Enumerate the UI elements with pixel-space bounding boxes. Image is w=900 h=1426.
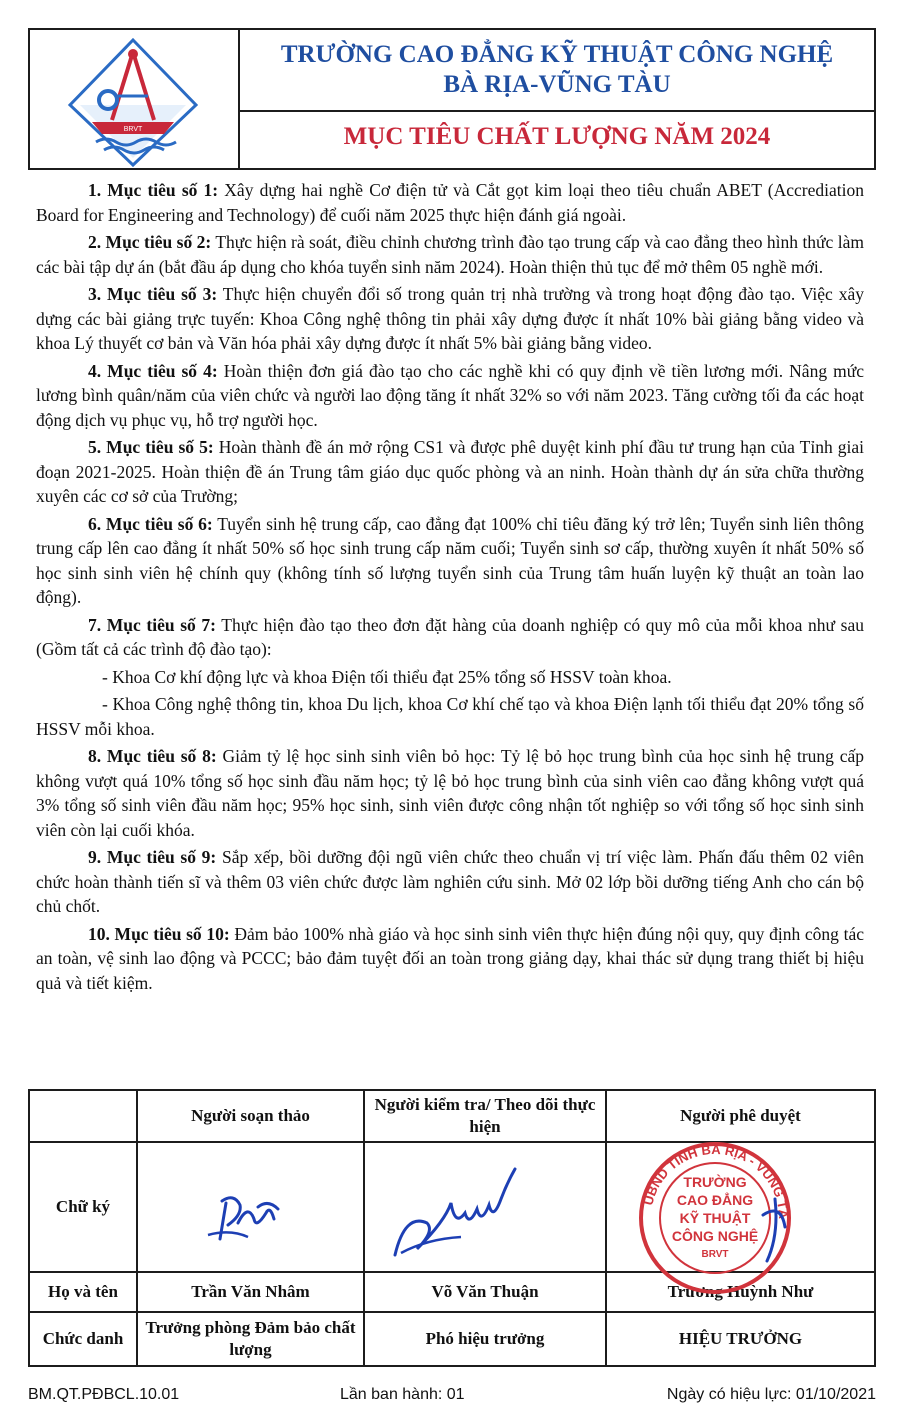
name-drafter: Trần Văn Nhâm xyxy=(137,1272,364,1312)
form-code: BM.QT.PĐBCL.10.01 xyxy=(28,1386,180,1403)
table-header-row xyxy=(29,1090,875,1142)
objective-text: Xây dựng hai nghề Cơ điện tử và Cắt gọt kim loại theo tiêu chuẩn ABET (Accrediation Board for Engineering and Technology) để cuối năm 2025 thực hiện đánh giá ngoài. xyxy=(36,180,864,225)
objective-label: 5. Mục tiêu số 5: xyxy=(88,437,214,457)
effective-date: Ngày có hiệu lực: 01/10/2021 xyxy=(666,1386,876,1403)
signature-cell-drafter xyxy=(137,1142,364,1272)
objective-text: Thực hiện chuyển đổi số trong quản trị nhà trường và trong hoạt động đào tạo. Việc xây dựng các bài giảng trực tuyến: Khoa Công nghệ thông tin phải xây dựng được ít nhất 10% bài giảng bằng video và khoa Lý thuyết cơ bản và Văn hóa phải xây dựng được ít nhất 5% bài giảng bằng video. xyxy=(36,284,864,353)
objective-text: Thực hiện đào tạo theo đơn đặt hàng của doanh nghiệp có quy mô của mỗi khoa như sau (Gồm tất cả các trình độ đào tạo): xyxy=(36,614,864,659)
position-row xyxy=(29,1312,875,1366)
header-box xyxy=(28,28,876,170)
objective-label: 3. Mục tiêu số 3: xyxy=(88,284,218,304)
objective-8 xyxy=(36,744,864,842)
table-corner-cell xyxy=(29,1090,137,1142)
stamp-line-3: KỸ THUẬT xyxy=(679,1210,751,1226)
objective-7-sub-1: - Khoa Cơ khí động lực và khoa Điện tối thiểu đạt 25% tổng số HSSV toàn khoa. xyxy=(102,666,672,687)
position-approver: HIỆU TRƯỞNG xyxy=(606,1312,875,1366)
objective-5 xyxy=(36,435,864,509)
title-divider xyxy=(240,110,874,112)
row-label-signature: Chữ ký xyxy=(29,1142,137,1272)
signature-table xyxy=(28,1089,876,1367)
objective-9 xyxy=(36,845,864,919)
objective-label: 7. Mục tiêu số 7: xyxy=(88,614,216,635)
objective-label: 4. Mục tiêu số 4: xyxy=(88,360,218,381)
objective-6 xyxy=(36,512,864,610)
column-header-approver: Người phê duyệt xyxy=(606,1090,875,1142)
position-drafter: Trưởng phòng Đảm bảo chất lượng xyxy=(137,1312,364,1366)
school-name-line2: BÀ RỊA-VŨNG TÀU xyxy=(443,71,671,98)
objectives-list xyxy=(36,178,864,998)
row-label-full-name: Họ và tên xyxy=(29,1272,137,1312)
objective-text: Thực hiện rà soát, điều chỉnh chương trình đào tạo trung cấp và cao đẳng theo hình thức làm các bài tập dự án (bắt đầu áp dụng cho khóa tuyển sinh năm 2024). Hoàn thiện thủ tục để mở thêm 05 nghề mới. xyxy=(36,232,864,277)
official-stamp-icon xyxy=(602,1131,874,1265)
position-checker: Phó hiệu trưởng xyxy=(364,1312,606,1366)
objective-text: Tuyển sinh hệ trung cấp, cao đẳng đạt 100% chỉ tiêu đăng ký trở lên; Tuyển sinh liên thông trung cấp lên cao đẳng ít nhất 50% số học sinh trung cấp năm cuối; Tuyển sinh sơ cấp, thường xuyên ít nhất 50% số học sinh sinh viên hệ chính quy (không tính số lượng tuyển sinh của Trung tâm huấn luyện kỹ thuật an toàn lao động). xyxy=(36,513,864,607)
stamp-ring-text: UBND TỈNH BÀ RỊA - VŨNG TÀU xyxy=(602,1131,792,1220)
objective-7 xyxy=(36,613,864,662)
issue-number: Lần ban hành: 01 xyxy=(340,1386,465,1403)
objective-text: Hoàn thiện đơn giá đào tạo cho các nghề khi có quy định về tiền lương mới. Nâng mức lương bình quân/năm của viên chức và người lao động tăng ít nhất 32% so với năm 2023. Tăng cường tối đa các hoạt động dịch vụ phục vụ, hỗ trợ người học. xyxy=(36,360,864,430)
title-cell xyxy=(240,30,874,168)
stamp-line-2: CAO ĐẲNG xyxy=(676,1192,754,1208)
objective-label: 6. Mục tiêu số 6: xyxy=(88,513,213,534)
stamp-line-5: BRVT xyxy=(701,1249,729,1260)
objective-text: Giảm tỷ lệ học sinh sinh viên bỏ học: Tỷ lệ bỏ học trung bình của học sinh hệ trung cấp không vượt quá 10% tổng số học sinh đầu năm học; tỷ lệ bỏ học trung bình của sinh viên cao đẳng không vượt quá 3% tổng số sinh viên đầu năm học; 95% học sinh, sinh viên được công nhận tốt nghiệp so với tổng số học sinh sinh viên còn lại cuối khóa. xyxy=(36,746,864,840)
objective-label: 10. Mục tiêu số 10: xyxy=(88,923,230,944)
objective-label: 2. Mục tiêu số 2: xyxy=(88,232,212,252)
signature-cell-checker xyxy=(364,1142,606,1272)
objective-4 xyxy=(36,359,864,433)
column-header-drafter: Người soạn thảo xyxy=(137,1090,364,1142)
college-logo-icon xyxy=(30,30,236,168)
objective-label: 8. Mục tiêu số 8: xyxy=(88,746,217,766)
handwritten-signature-icon xyxy=(365,1143,605,1265)
logo-text: BRVT xyxy=(123,126,143,133)
column-header-checker: Người kiểm tra/ Theo dõi thực hiện xyxy=(364,1090,606,1142)
objective-text: Sắp xếp, bồi dưỡng đội ngũ viên chức theo chuẩn vị trí việc làm. Phấn đấu thêm 02 viên chức hoàn thành tiến sĩ và thêm 03 viên chức được làm nghiên cứu sinh. Mở 02 lớp bồi dưỡng tiếng Anh cho cán bộ chủ chốt. xyxy=(36,847,864,916)
objective-3 xyxy=(36,282,864,356)
stamp-line-4: CÔNG NGHỆ xyxy=(671,1228,759,1244)
footer xyxy=(28,1386,876,1410)
handwritten-signature-icon xyxy=(138,1143,363,1265)
stamp-line-1: TRƯỜNG xyxy=(683,1174,747,1190)
row-label-position: Chức danh xyxy=(29,1312,137,1366)
school-name xyxy=(240,40,874,100)
logo-cell xyxy=(30,30,240,168)
signature-row xyxy=(29,1142,875,1272)
objective-text: Hoàn thành đề án mở rộng CS1 và được phê duyệt kinh phí đầu tư trung hạn của Tỉnh giai đoạn 2021-2025. Hoàn thiện đề án Trung tâm giáo dục quốc phòng và an ninh. Hoàn thành dự án sửa chữa thường xuyên các cơ sở của Trường; xyxy=(36,437,864,506)
objective-text: Đảm bảo 100% nhà giáo và học sinh sinh viên thực hiện đúng nội quy, quy định công tác an toàn, vệ sinh lao động và PCCC; bảo đảm tuyệt đối an toàn trong giảng dạy, khai thác sử dụng trang thiết bị hiệu quả và tiết kiệm. xyxy=(36,923,864,993)
full-name-row xyxy=(29,1272,875,1312)
signature-cell-approver xyxy=(602,1131,875,1272)
objective-1 xyxy=(36,178,864,227)
objective-label: 1. Mục tiêu số 1: xyxy=(88,180,219,200)
objective-label: 9. Mục tiêu số 9: xyxy=(88,847,217,867)
document-title: MỤC TIÊU CHẤT LƯỢNG NĂM 2024 xyxy=(343,123,771,150)
objective-10 xyxy=(36,922,864,996)
name-approver: Trương Huỳnh Như xyxy=(606,1272,875,1312)
objective-7-sub-2: - Khoa Công nghệ thông tin, khoa Du lịch, khoa Cơ khí chế tạo và khoa Điện lạnh tối thiểu đạt 20% tổng số HSSV mỗi khoa. xyxy=(36,694,864,739)
school-name-line1: TRƯỜNG CAO ĐẲNG KỸ THUẬT CÔNG NGHỆ xyxy=(280,41,834,68)
objective-2 xyxy=(36,230,864,279)
name-checker: Võ Văn Thuận xyxy=(364,1272,606,1312)
